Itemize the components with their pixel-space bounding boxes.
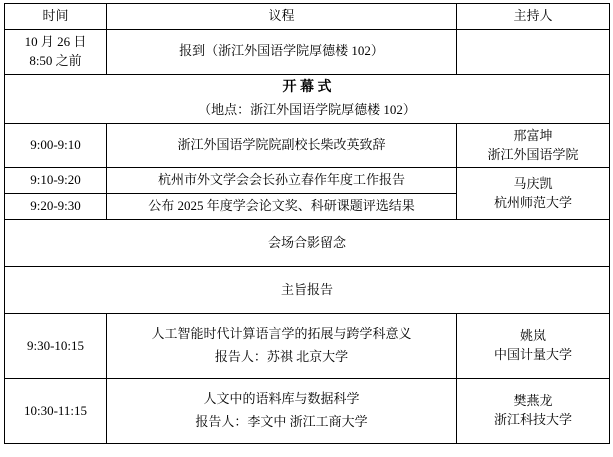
- column-header-host: 主持人: [457, 4, 610, 30]
- section-cell: [5, 74, 610, 123]
- row-time: 10 月 26 日 8:50 之前: [5, 29, 107, 74]
- table-header-row: [5, 4, 610, 30]
- row-host: 姚岚 中国计量大学: [457, 314, 610, 379]
- section-title: 开 幕 式: [282, 79, 332, 95]
- row-host: [457, 29, 610, 74]
- row-topic: 人工智能时代计算语言学的拓展与跨学科意义 报告人：苏祺 北京大学: [107, 314, 457, 379]
- row-topic: 报到（浙江外国语学院厚德楼 102）: [107, 29, 457, 74]
- row-topic: 人文中的语料库与数据科学 报告人：李文中 浙江工商大学: [107, 379, 457, 444]
- agenda-table: [4, 3, 610, 444]
- row-topic: 浙江外国语学院院副校长柴改英致辞: [107, 123, 457, 168]
- row-host: 邢富坤 浙江外国语学院: [457, 123, 610, 168]
- table-row: [5, 29, 610, 74]
- row-time: 9:10-9:20: [5, 168, 107, 194]
- row-time: 9:30-10:15: [5, 314, 107, 379]
- column-header-time: 时间: [5, 4, 107, 30]
- table-row: [5, 379, 610, 444]
- table-row-full: [5, 267, 610, 314]
- table-row-full: [5, 220, 610, 267]
- full-width-text: 会场合影留念: [5, 220, 610, 267]
- table-row-section: [5, 74, 610, 123]
- table-row: [5, 168, 610, 194]
- row-time: 9:20-9:30: [5, 194, 107, 220]
- table-row: [5, 314, 610, 379]
- section-subtitle: （地点：浙江外国语学院厚德楼 102）: [198, 101, 416, 117]
- full-width-text: 主旨报告: [5, 267, 610, 314]
- row-topic: 杭州市外文学会会长孙立春作年度工作报告: [107, 168, 457, 194]
- row-host: 樊燕龙 浙江科技大学: [457, 379, 610, 444]
- row-time: 10:30-11:15: [5, 379, 107, 444]
- row-host: 马庆凯 杭州师范大学: [457, 168, 610, 220]
- row-topic: 公布 2025 年度学会论文奖、科研课题评选结果: [107, 194, 457, 220]
- agenda-table-body: [5, 4, 610, 444]
- row-time: 9:00-9:10: [5, 123, 107, 168]
- column-header-topic: 议程: [107, 4, 457, 30]
- table-row: [5, 123, 610, 168]
